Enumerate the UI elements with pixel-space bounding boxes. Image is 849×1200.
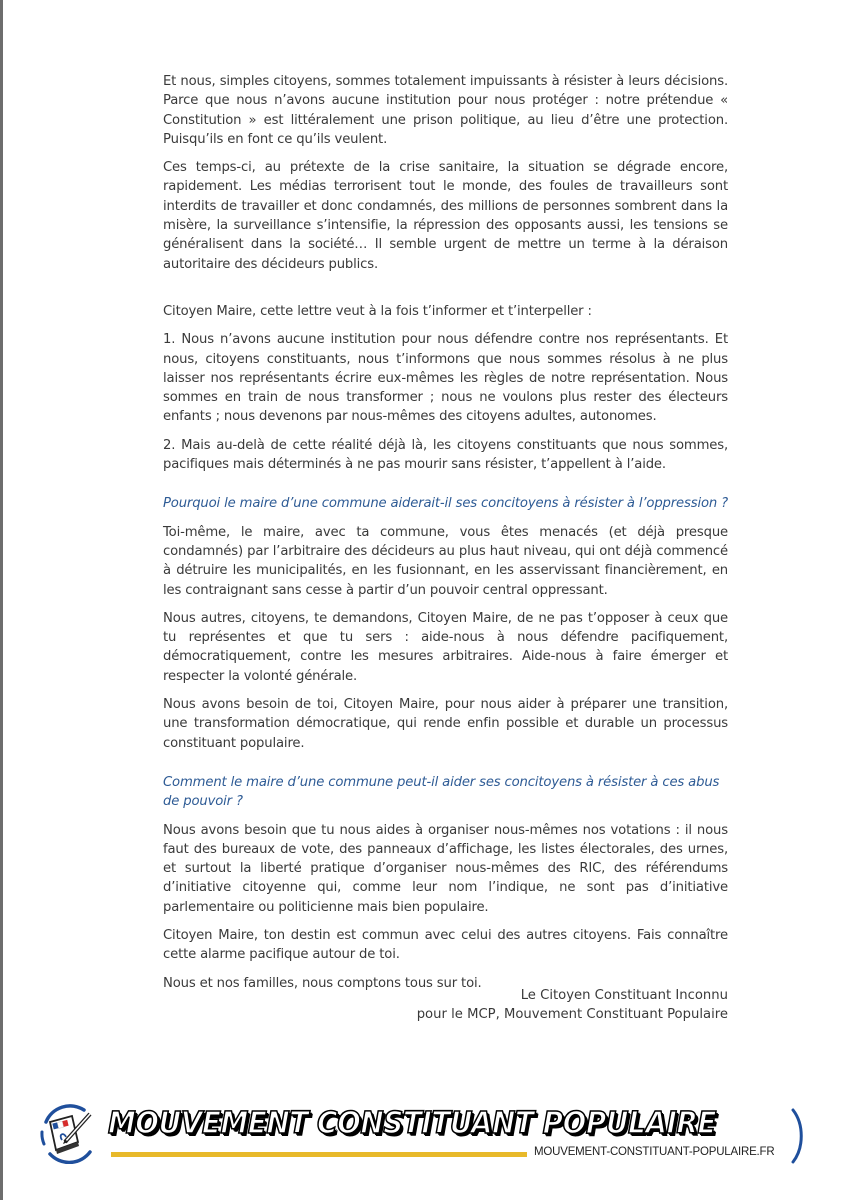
footer-logo-banner [38,1102,818,1172]
signature-line-2: pour le MCP, Mouvement Constituant Populaire [416,1007,728,1022]
paragraph-q2-2: Citoyen Maire, ton destin est commun avec celui des autres citoyens. Fais connaître cette alarme pacifique autour de toi. [163,927,728,963]
paragraph-q1-2: Nous autres, citoyens, te demandons, Citoyen Maire, de ne pas t’opposer à ceux que tu représentes et que tu sers : aide-nous à nous défendre pacifiquement, démocratiquement, contre les mesures arbitraires. Aide-nous à faire émerger et respecter la volonté générale. [163,610,728,684]
signature-block [417,986,728,1024]
page-left-border [0,0,3,1200]
paragraph-intro-1: Et nous, simples citoyens, sommes totalement impuissants à résister à leurs décisions. Parce que nous n’avons aucune institution pour nous protéger : notre prétendue « Constitution » est littéralement une prison politique, au lieu d’être une protection. Puisqu’ils en font ce qu’ils veulent. [163,74,728,147]
paragraph-q2-1: Nous avons besoin que tu nous aides à organiser nous-mêmes nos votations : il nous faut des bureaux de vote, des panneaux d’affichage, les listes électorales, des urnes, et surtout la liberté pratique d’organiser nous-mêmes des RIC, des référendums d’initiative citoyenne qui, comme leur nom l’indique, ne sont pas d’initiative parlementaire ou politicienne mais bien populaire. [163,822,728,915]
organization-name: MOUVEMENT CONSTITUANT POPULAIRE [108,1106,717,1141]
letter-body [163,72,728,993]
accent-bar [111,1152,527,1157]
paragraph-q1-1: Toi-même, le maire, avec ta commune, vous êtes menacés (et déjà presque condamnés) par l’arbitraire des décideurs au plus haut niveau, qui ont déjà commencé à détruire les municipalités, en les fusionnant, en les asservissant financièrement, en les contraignant sans cesse à partir d’un pouvoir central oppressant. [163,524,728,598]
paragraph-point-2: 2. Mais au-delà de cette réalité déjà là, les citoyens constituants que nous sommes, pacifiques mais déterminés à ne pas mourir sans résister, t’appellent à l’aide. [163,437,728,473]
signature-line-1: Le Citoyen Constituant Inconnu [520,988,728,1003]
paragraph-q2-3: Nous et nos familles, nous comptons tous sur toi. [163,975,482,991]
paragraph-point-1: 1. Nous n’avons aucune institution pour nous défendre contre nos représentants. Et nous, citoyens constituants, nous t’informons que nous sommes résolus à ne plus laisser nos représentants écrire eux-mêmes les règles de notre représentation. Nous sommes en train de nous transformer ; nous ne voulons plus rester des électeurs enfants ; nous devenons par nous-mêmes des citoyens adultes, autonomes. [163,332,728,425]
question-heading-2: Comment le maire d’une commune peut-il aider ses concitoyens à résister à ces abus de pouvoir ? [163,774,720,810]
paragraph-letter-opening: Citoyen Maire, cette lettre veut à la fois t’informer et t’interpeller : [163,303,592,319]
closing-arc-icon [790,1106,806,1166]
paragraph-q1-3: Nous avons besoin de toi, Citoyen Maire, pour nous aider à préparer une transition, une transformation démocratique, qui rende enfin possible et durable un processus constituant populaire. [163,697,728,751]
question-heading-1: Pourquoi le maire d’une commune aiderait-il ses concitoyens à résister à l’oppression ? [163,496,728,512]
paragraph-intro-2: Ces temps-ci, au prétexte de la crise sanitaire, la situation se dégrade encore, rapidement. Les médias terrorisent tout le monde, des foules de travailleurs sont interdits de travailler et donc condamnés, des millions de personnes sombrent dans la misère, la surveillance s’intensifie, la répression des opposants aussi, les tensions se généralisent dans la société… Il semble urgent de mettre un terme à la déraison autoritaire des décideurs publics. [163,160,728,272]
website-url: MOUVEMENT-CONSTITUANT-POPULAIRE.FR [534,1146,775,1158]
ballot-pen-logo-icon [38,1104,100,1164]
